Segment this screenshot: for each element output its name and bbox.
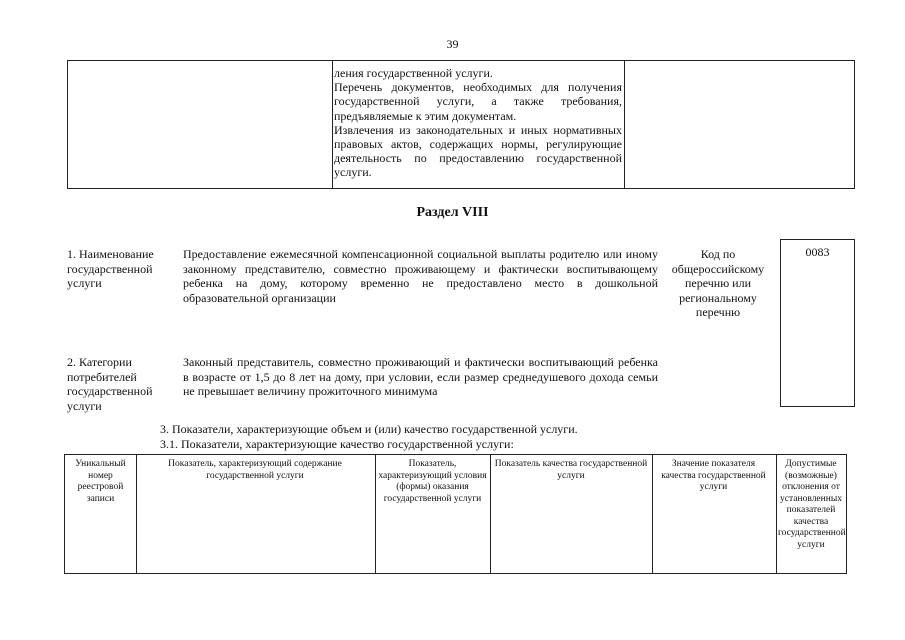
table-divider (624, 61, 625, 188)
table-header-cell: Уникальный номер реестровой записи (75, 459, 126, 504)
item1-label: 1. Наименование государственной услуги (67, 247, 154, 290)
item1-text: Предоставление ежемесячной компенсационной социальной выплаты родителю или иному законному представителю, совместно проживающему и фактически воспитывающему ребенка на дому, которому временно не предоставлено место в дошкольной образовательной организации (183, 247, 658, 305)
continuation-line: Перечень документов, необходимых для получения государственной услуги, а также требования, предъявляемые к этим документам. (334, 80, 622, 123)
page-number: 39 (446, 37, 459, 51)
item31-heading: 3.1. Показатели, характеризующие качество государственной услуги: (160, 437, 514, 451)
table-header-cell: Показатель, характеризующий условия (формы) оказания государственной услуги (378, 459, 487, 504)
table-header-cell: Значение показателя качества государственной услуги (661, 459, 766, 492)
item3-heading: 3. Показатели, характеризующие объем и (или) качество государственной услуги. (160, 422, 578, 436)
table-divider (375, 455, 376, 573)
item2-text: Законный представитель, совместно проживающий и фактически воспитывающий ребенка в возрасте от 1,5 до 8 лет на дому, при условии, если размер среднедушевого дохода семьи не превышает величину прожиточного минимума (183, 355, 658, 398)
continuation-line: ления государственной услуги. (334, 66, 493, 80)
code-box (780, 239, 855, 407)
table-header-cell: Показатель качества государственной услуги (494, 459, 648, 481)
table-divider (136, 455, 137, 573)
table-divider (652, 455, 653, 573)
code-label: Код по общероссийскому перечню или региональному перечню (671, 247, 765, 319)
table-header-cell: Допустимые (возможные) отклонения от установленных показателей качества государственной услуги (778, 459, 846, 550)
item2-label: 2. Категории потребителей государственной услуги (67, 355, 153, 413)
continuation-line: Извлечения из законодательных и иных нормативных правовых актов, содержащих нормы, регулирующие деятельность по предоставлению государственной услуги. (334, 122, 622, 180)
code-value: 0083 (805, 245, 830, 259)
section-title: Раздел VIII (416, 205, 489, 220)
table-divider (776, 455, 777, 573)
table-header-cell: Показатель, характеризующий содержание государственной услуги (168, 459, 342, 481)
table-divider (332, 61, 333, 188)
continuation-text (334, 66, 622, 180)
table-divider (490, 455, 491, 573)
